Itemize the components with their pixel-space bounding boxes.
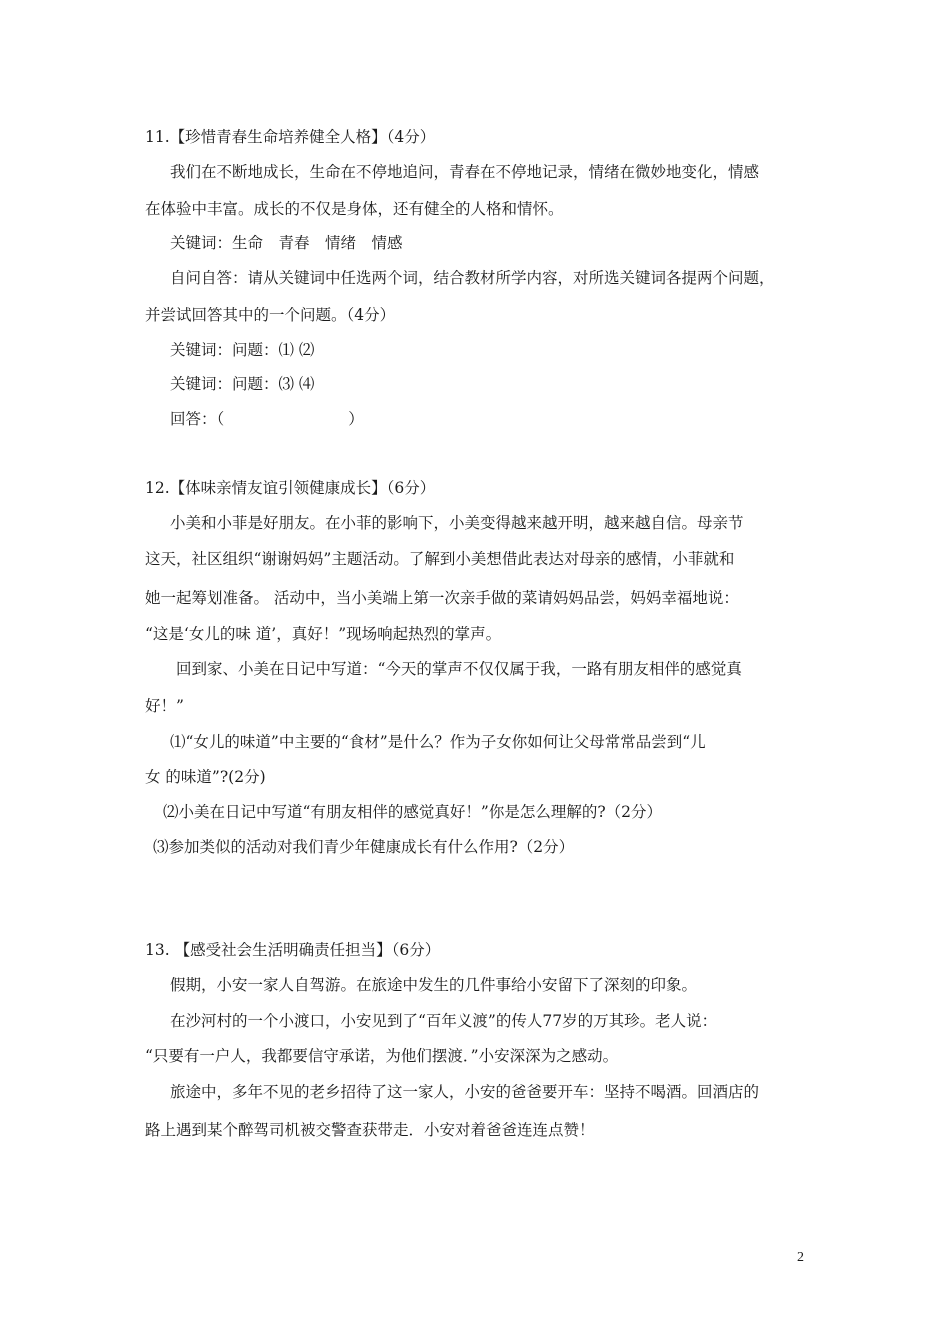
q13-heading: 13. 【感受社会生活明确责任担当】（6分） — [145, 941, 441, 959]
q13-paragraph-line: 路上遇到某个醉驾司机被交警查获带走．小安对着爸爸连连点赞！ — [145, 1121, 595, 1139]
q13-paragraph-line: 在沙河村的一个小渡口，小安见到了“百年义渡”的传人77岁的万其珍。老人说： — [170, 1012, 718, 1030]
q11-paragraph-line: 我们在不断地成长，生命在不停地追问，青春在不停地记录，情绪在微妙地变化，情感 — [170, 163, 760, 181]
q12-paragraph-line: 小美和小菲是好朋友。在小菲的影响下，小美变得越来越开明，越来越自信。母亲节 — [170, 514, 744, 532]
q11-paragraph-line: 在体验中丰富。成长的不仅是身体，还有健全的人格和情怀。 — [145, 200, 564, 218]
q13-paragraph-line: 假期，小安一家人自驾游。在旅途中发生的几件事给小安留下了深刻的印象。 — [170, 976, 698, 994]
page-number: 2 — [797, 1250, 804, 1265]
q12-subquestion: ⑶参加类似的活动对我们青少年健康成长有什么作用?（2分） — [153, 838, 575, 856]
q12-subquestion: 女 的味道”?(2分) — [145, 768, 266, 786]
q11-keywords: 关键词：生命 青春 情绪 情感 — [170, 234, 403, 252]
q12-paragraph-line: 她一起筹划准备。 活动中，当小美端上第一次亲手做的菜请妈妈品尝，妈妈幸福地说： — [145, 589, 739, 607]
q13-paragraph-line: 旅途中，多年不见的老乡招待了这一家人，小安的爸爸要开车：坚持不喝酒。回酒店的 — [170, 1083, 760, 1101]
q12-paragraph-line: 回到家、小美在日记中写道：“今天的掌声不仅仅属于我，一路有朋友相伴的感觉真 — [176, 660, 742, 678]
q11-instruction-line: 自问自答：请从关键词中任选两个词，结合教材所学内容，对所选关键词各提两个问题， — [170, 269, 775, 287]
q12-heading: 12.【体味亲情友谊引领健康成长】（6分） — [145, 479, 436, 497]
q12-subquestion: ⑵小美在日记中写道“有朋友相伴的感觉真好！”你是怎么理解的?（2分） — [163, 803, 663, 821]
q13-paragraph-line: “只要有一户人，我都要信守承诺，为他们摆渡．”小安深深为之感动。 — [145, 1047, 619, 1065]
q11-answer-slot: 关键词：问题：⑴ ⑵ — [170, 341, 315, 359]
q11-heading: 11.【珍惜青春生命培养健全人格】（4分） — [145, 128, 436, 146]
q12-paragraph-line: 这天，社区组织“谢谢妈妈”主题活动。了解到小美想借此表达对母亲的感情，小菲就和 — [145, 550, 735, 568]
q12-paragraph-line: 好！” — [145, 697, 184, 715]
q11-answer-slot: 回答：（ ） — [170, 410, 364, 428]
q12-paragraph-line: “这是‘女儿的味 道’，真好！”现场响起热烈的掌声。 — [145, 625, 502, 643]
q12-subquestion: ⑴“女儿的味道”中主要的“食材”是什么？作为子女你如何让父母常常品尝到“儿 — [170, 733, 706, 751]
q11-instruction-line: 并尝试回答其中的一个问题。（4分） — [145, 306, 396, 324]
q11-answer-slot: 关键词：问题：⑶ ⑷ — [170, 375, 315, 393]
